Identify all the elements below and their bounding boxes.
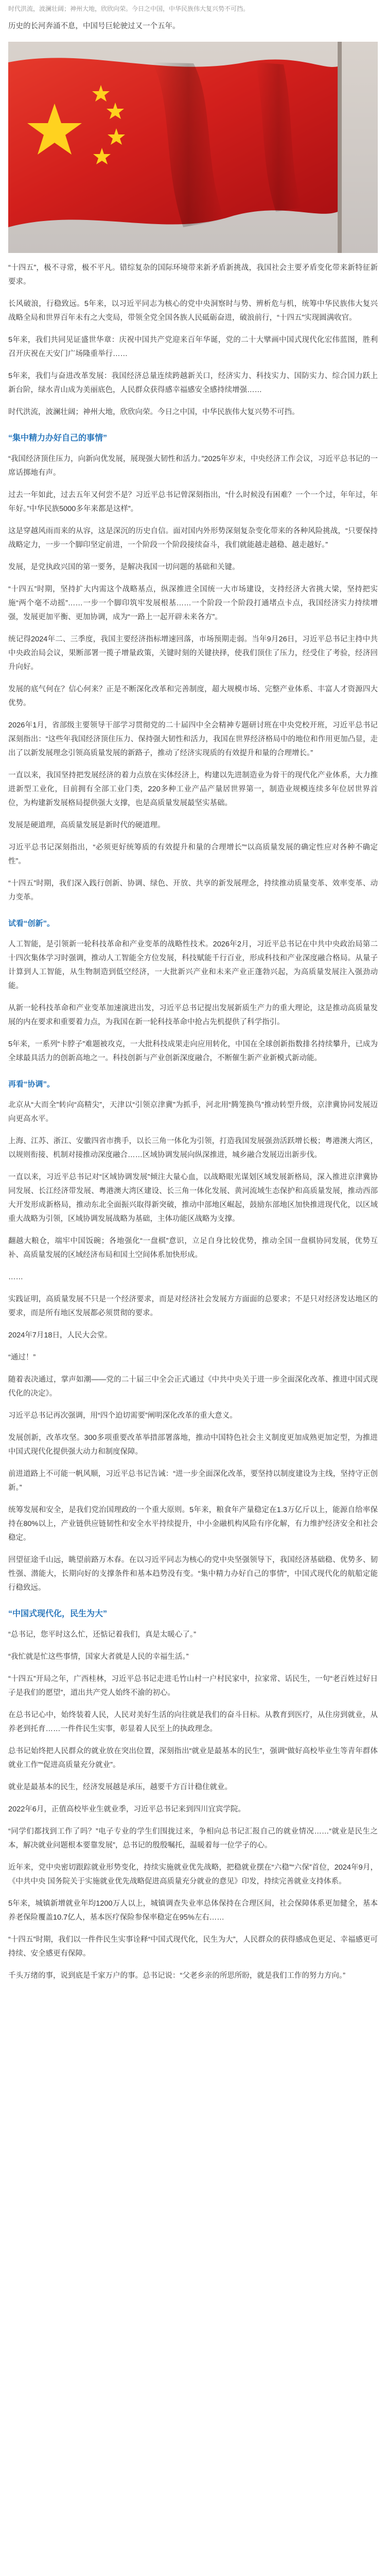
intro-paragraph: 历史的长河奔涌不息，中国号巨轮驶过又一个五年。 [8, 22, 180, 30]
body-paragraph: 发展创新，改革攻坚。300多项重要改革举措部署落地，推动中国特色社会主义制度更加成熟更加定型，为推进中国式现代化提供强大动力和制度保障。 [8, 1434, 378, 1456]
body-paragraph: 随着表决通过，掌声如潮——党的二十届三中全会正式通过《中共中央关于进一步全面深化改革、推进中国式现代化的决定》。 [8, 1376, 378, 1398]
subsection-heading: 再看“协调”。 [8, 1080, 55, 1089]
article-body [0, 20, 386, 1983]
body-paragraph: 发展是硬道理，高质量发展是新时代的硬道理。 [8, 821, 165, 829]
body-paragraph: 发展的底气何在？信心何来？正是不断深化改革和完善制度，超大规模市场、完整产业体系、丰富人才资源四大优势。 [8, 685, 378, 707]
body-paragraph: “十四五”开局之年，广西桂林，习近平总书记走进毛竹山村一户村民家中，拉家常、话民生，一句“老百姓过好日子是我们的愿望”，道出共产党人始终不渝的初心。 [8, 1675, 378, 1697]
intro-paragraph: 时代洪流，波澜壮阔；神州大地，欣欣向荣。今日之中国，中华民族伟大复兴势不可挡。 [8, 408, 300, 416]
body-paragraph: 上海、江苏、浙江、安徽四省市携手，以长三角一体化为引领，打造我国发展强劲活跃增长极；粤港澳大湾区，以规则衔接、机制对接推动深度融合……区域协调发展向纵深推进，城乡融合发展迈出新步伐。 [8, 1137, 378, 1159]
body-paragraph: 前进道路上不可能一帆风顺，习近平总书记告诫：“进一步全面深化改革，要坚持以制度建设为主线，坚持守正创新。” [8, 1470, 378, 1492]
body-paragraph: “我国经济顶住压力，向新向优发展，展现强大韧性和活力。”2025年岁末，中央经济工作会议，习近平总书记的一席话掷地有声。 [8, 455, 378, 477]
body-paragraph: “同学们都找到工作了吗？”电子专业的学生们围拢过来，争相向总书记汇报自己的就业情况……“就业是民生之本，解决就业问题根本要靠发展”，总书记的殷殷嘱托，温暖着每一位学子的心。 [8, 1827, 378, 1850]
section-heading: “中国式现代化，民生为大” [8, 1609, 108, 1618]
body-paragraph: “我忙就是忙这些事情，国家大者就是人民的幸福生活。” [8, 1653, 189, 1661]
intro-paragraph: 5年来，我们与奋进改革发展：我国经济总量连续跨越新关口，经济实力、科技实力、国防实力、综合国力跃上新台阶，绿水青山成为美丽底色，人民群众获得感幸福感安全感持续增强…… [8, 372, 378, 394]
section-heading: “集中精力办好自己的事情” [8, 434, 108, 443]
body-paragraph: 人工智能，是引领新一轮科技革命和产业变革的战略性技术。2026年2月，习近平总书记在中共中央政治局第二十四次集体学习时强调，推动人工智能全方位发展，科技赋能千行百业，形成科技和产业深度融合格局。从量子计算到人工智能，从生物制造到低空经济，一大批新兴产业和未来产业正蓬勃兴起，为高质量发展注入强劲动能。 [8, 940, 378, 990]
body-paragraph: 在总书记心中，始终装着人民，人民对美好生活的向往就是我们的奋斗目标。从教育到医疗，从住房到就业，从养老到托育……一件件民生实事，彰显着人民至上的执政理念。 [8, 1711, 378, 1733]
body-paragraph: “总书记，您平时这么忙，还惦记着我们，真是太暖心了。” [8, 1631, 196, 1639]
body-paragraph: “通过！” [8, 1353, 36, 1362]
body-paragraph: 一直以来，我国坚持把发展经济的着力点放在实体经济上，构建以先进制造业为骨干的现代化产业体系，大力推进新型工业化，目前拥有全部工业门类，220多种工业产品产量居世界第一，制造业规模连续多年位居世界首位，为构建新发展格局提供强大支撑，也是高质量发展最坚实基础。 [8, 771, 378, 807]
body-paragraph: “十四五”时期，我们以一件件民生实事诠释“中国式现代化，民生为大”，人民群众的获得感成色更足、幸福感更可持续、安全感更有保障。 [8, 1936, 378, 1958]
flag-icon [8, 42, 378, 253]
body-paragraph: 这是穿越风雨而来的从容，这是深沉的历史自信。面对国内外形势深刻复杂变化带来的各种风险挑战，“只要保持战略定力，一步一个脚印坚定前进，一个阶段一个阶段接续奋斗，我们就能越走越稳、越走越好。” [8, 527, 378, 549]
intro-paragraph: “十四五”，极不寻常，极不平凡。错综复杂的国际环境带来新矛盾新挑战，我国社会主要矛盾变化带来新特征新要求。 [8, 264, 378, 286]
top-summary: 时代洪流，波澜壮阔；神州大地，欣欣向荣。今日之中国，中华民族伟大复兴势不可挡。 [8, 5, 250, 12]
body-paragraph: “十四五”时期，我们深入践行创新、协调、绿色、开放、共享的新发展理念，持续推动质量变革、效率变革、动力变革。 [8, 879, 378, 902]
body-paragraph: 就业是最基本的民生，经济发展越是承压，越要千方百计稳住就业。 [8, 1783, 232, 1791]
body-paragraph: 实践证明，高质量发展不只是一个经济要求，而是对经济社会发展方方面面的总要求；不是只对经济发达地区的要求，而是所有地区发展都必须贯彻的要求。 [8, 1295, 378, 1317]
body-paragraph: 习近平总书记深刻指出，“必须更好统筹质的有效提升和量的合理增长”“以高质量发展的确定性应对各种不确定性”。 [8, 843, 378, 866]
body-paragraph: 2026年1月，省部级主要领导干部学习贯彻党的二十届四中全会精神专题研讨班在中央党校开班，习近平总书记深刻指出：“这些年我国经济顶住压力、保持强大韧性和活力，我国在世界经济格局中的地位和作用更加凸显，走出了以新发展理念引领高质量发展的新路子，推动了经济实现质的有效提升和量的合理增长。” [8, 721, 378, 757]
date-line: 2024年7月18日，人民大会堂。 [8, 1331, 112, 1340]
body-paragraph: 过去一年如此，过去五年又何尝不是？习近平总书记曾深刻指出，“什么时候没有困难？一个一个过，年年过，年年好。”中华民族5000多年来都是这样”。 [8, 491, 378, 513]
intro-paragraph: 长风破浪，行稳致远。5年来，以习近平同志为核心的党中央洞察时与势、辨析危与机，统筹中华民族伟大复兴战略全局和世界百年未有之大变局，带领全党全国各族人民砥砺奋进，破浪前行，“十四五”实现圆满收官。 [8, 300, 378, 322]
body-paragraph: 习近平总书记再次强调，用“四个迫切需要”阐明深化改革的重大意义。 [8, 1412, 237, 1420]
body-paragraph: 一直以来，习近平总书记对“区域协调发展”倾注大量心血，以战略眼光谋划区域发展新格局，深入推进京津冀协同发展、长江经济带发展、粤港澳大湾区建设、长三角一体化发展、黄河流域生态保护和高质量发展，推动西部大开发形成新格局，推动东北全面振兴取得新突破，推动中部地区崛起，鼓励东部地区加快推进现代化，以区域重大战略为引领，区域协调发展战略为基础，主体功能区战略为支撑。 [8, 1173, 378, 1223]
subsection-heading: 试看“创新”。 [8, 919, 55, 928]
body-paragraph: 发展，是党执政兴国的第一要务，是解决我国一切问题的基础和关键。 [8, 563, 240, 571]
body-paragraph: 回望征途千山远，眺望前路万木春。在以习近平同志为核心的党中央坚强领导下，我国经济基础稳、优势多、韧性强、潜能大，长期向好的支撑条件和基本趋势没有变。“集中精力办好自己的事情”，中国式现代化的航船定能行稳致远。 [8, 1556, 378, 1592]
body-paragraph: …… [8, 1273, 23, 1281]
body-paragraph: 北京从“大而全”转向“高精尖”，天津以“引领京津冀”为抓手，河北用“腾笼换鸟”推动转型升级，京津冀协同发展迈向更高水平。 [8, 1101, 378, 1123]
body-paragraph: 千头万绪的事，说到底是千家万户的事。总书记说：“父老乡亲的所思所盼，就是我们工作的努力方向。” [8, 1972, 345, 1980]
body-paragraph: 统筹发展和安全，是我们党治国理政的一个重大原则。5年来，粮食年产量稳定在1.3万亿斤以上，能源自给率保持在80%以上，产业链供应链韧性和安全水平持续提升，中小金融机构风险有序化解，有力维护经济安全和社会稳定。 [8, 1506, 378, 1542]
body-paragraph: 5年来，一系列“卡脖子”难题被攻克，一大批科技成果走向应用转化，中国在全球创新指数排名持续攀升，已成为全球最具活力的创新高地之一。科技创新与产业创新深度融合，不断催生新产业新模式新动能。 [8, 1040, 378, 1062]
body-paragraph: 2022年6月，正值高校毕业生就业季，习近平总书记来到四川宜宾学院。 [8, 1805, 245, 1814]
body-paragraph: 总书记始终把人民群众的就业放在突出位置，深刻指出“就业是最基本的民生”，强调“做好高校毕业生等青年群体就业工作”“促进高质量充分就业”。 [8, 1747, 378, 1769]
body-paragraph: 5年来，城镇新增就业年均1200万人以上，城镇调查失业率总体保持在合理区间，社会保障体系更加健全，基本养老保险覆盖10.7亿人，基本医疗保险参保率稳定在95%左右…… [8, 1900, 378, 1922]
intro-paragraph: 5年来，我们共同见证盛世华章：庆祝中国共产党迎来百年华诞，党的二十大擘画中国式现代化宏伟蓝图，胜利召开庆祝在天安门广场隆重举行…… [8, 336, 378, 358]
body-paragraph: 从新一轮科技革命和产业变革加速演进出发，习近平总书记提出发展新质生产力的重大理论，这是推动高质量发展的内在要求和重要着力点，为我国在新一轮科技革命中抢占先机提供了科学指引。 [8, 1004, 378, 1026]
body-paragraph: 近年来，党中央密切跟踪就业形势变化，持续实施就业优先战略，把稳就业摆在“六稳”“六保”首位，2024年9月，《中共中央 国务院关于实施就业优先战略促进高质量充分就业的意见》印发，持续完善就业支持体系。 [8, 1863, 378, 1886]
body-paragraph: 统记得2024年二、三季度，我国主要经济指标增速回落，市场预期走弱。当年9月26日，习近平总书记主持中共中央政治局会议，果断部署一揽子增量政策，关键时刻的关键抉择，使我们顶住了压力，经受住了考验，经济回升向好。 [8, 635, 378, 671]
body-paragraph: 翻越大粮仓，端牢中国饭碗；各地强化“一盘棋”意识，立足自身比较优势，推动全国一盘棋协同发展，优势互补、高质量发展的区域经济布局和国土空间体系加快形成。 [8, 1237, 378, 1259]
body-paragraph: “十四五”时期，坚持扩大内需这个战略基点，纵深推进全国统一大市场建设，支持经济大省挑大梁，坚持把实施“两个毫不动摇”……一步一个脚印筑牢发展根基……一个阶段一个阶段打通堵点卡点，我国经济实力持续增强，发展更加平衡、更加协调，成为“一路上一起开辟未来各方”。 [8, 585, 378, 621]
